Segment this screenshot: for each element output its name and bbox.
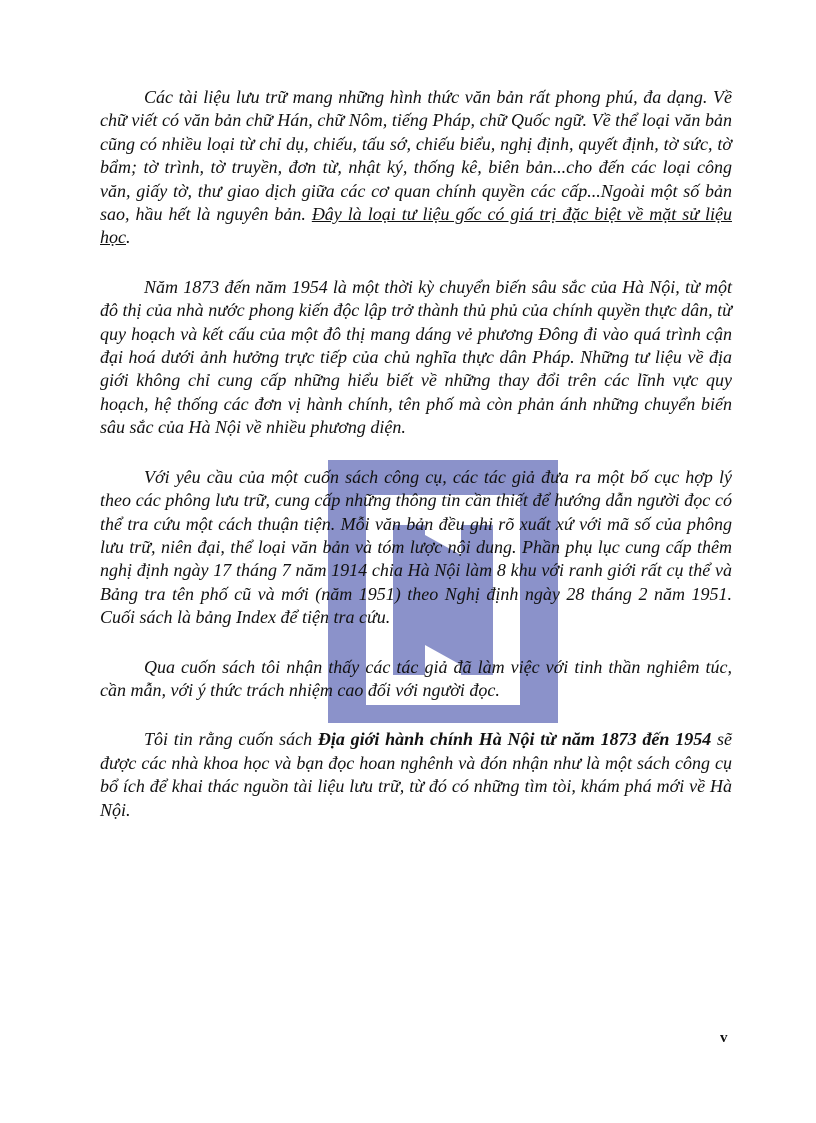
paragraph-authors-work: Qua cuốn sách tôi nhận thấy các tác giả đã làm việc với tinh thần nghiêm túc, cần mẫn, với ý thức trách nhiệm cao đối với người đọc. [100,656,732,700]
page-number: v [720,1030,728,1046]
paragraph-conclusion: Tôi tin rằng cuốn sách Địa giới hành chính Hà Nội từ năm 1873 đến 1954 sẽ được các nhà khoa học và bạn đọc hoan nghênh và đón nhận như là một sách công cụ bổ ích để khai thác nguồn tài liệu lưu trữ, từ đó có những tìm tòi, khám phá mới về Hà Nội. [100,729,732,820]
book-title: Địa giới hành chính Hà Nội từ năm 1873 đến 1954 [317,729,712,750]
paragraph-historical-period: Năm 1873 đến năm 1954 là một thời kỳ chuyển biến sâu sắc của Hà Nội, từ một đô thị của nhà nước phong kiến độc lập trở thành thủ phủ của chính quyền thực dân, từ quy hoạch và kết cấu của một đô thị mang dáng vẻ phương Đông đi vào quá trình cận đại hoá dưới ảnh hưởng trực tiếp của chủ nghĩa thực dân Pháp. Những tư liệu về địa giới không chỉ cung cấp những hiểu biết về những thay đổi trên các lĩnh vực quy hoạch, hệ thống các đơn vị hành chính, tên phố mà còn phản ánh những chuyển biến sâu sắc của Hà Nội về nhiều phương diện. [100,276,732,438]
underlined-statement: Đây là loại tư liệu gốc có giá trị đặc biệt về mặt sử liệu học [100,204,732,248]
paragraph-book-structure: Với yêu cầu của một cuốn sách công cụ, các tác giả đưa ra một bố cục hợp lý theo các phông lưu trữ, cung cấp những thông tin cần thiết để hướng dẫn người đọc có thể tra cứu một cách thuận tiện. Mỗi văn bản đều ghi rõ xuất xứ với mã số của phông lưu trữ, niên đại, thể loại văn bản và tóm lược nội dung. Phần phụ lục cung cấp thêm nghị định ngày 17 tháng 7 năm 1914 chia Hà Nội làm 8 khu với ranh giới rất cụ thể và Bảng tra tên phố cũ và mới (năm 1951) theo Nghị định ngày 28 tháng 2 năm 1951. Cuối sách là bảng Index để tiện tra cứu. [100,466,732,628]
document-body [100,86,732,848]
paragraph-archive-forms: Các tài liệu lưu trữ mang những hình thức văn bản rất phong phú, đa dạng. Về chữ viết có văn bản chữ Hán, chữ Nôm, tiếng Pháp, chữ Quốc ngữ. Về thể loại văn bản cũng có nhiều loại từ chỉ dụ, chiếu, tấu sớ, chiếu biểu, nghị định, quyết định, tờ sức, tờ bẩm; tờ trình, tờ truyền, đơn từ, nhật ký, thống kê, biên bản...cho đến các loại công văn, giấy tờ, thư giao dịch giữa các cơ quan chính quyền các cấp...Ngoài một số bản sao, hầu hết là nguyên bản. Đây là loại tư liệu gốc có giá trị đặc biệt về mặt sử liệu học. [100,87,732,248]
